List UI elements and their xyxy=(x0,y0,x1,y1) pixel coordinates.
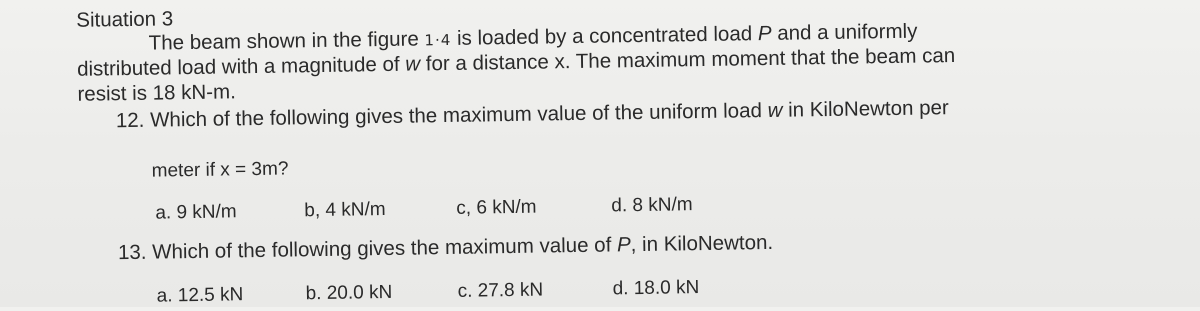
question-13-variable: P xyxy=(616,233,631,257)
variable-w: w xyxy=(405,52,421,76)
question-13-text: 13. Which of the following gives the maximum value of xyxy=(117,233,612,265)
question-13-choices xyxy=(5,268,1200,307)
question-12-variable: w xyxy=(767,98,783,122)
paragraph-text-1b: is loaded by a concentrated load xyxy=(456,22,753,50)
variable-P: P xyxy=(757,21,772,46)
question-12-text: 12. Which of the following gives the maximum value of the uniform load xyxy=(115,99,763,133)
question-12-text-end: in KiloNewton per xyxy=(787,96,949,122)
question-12-choice-a: a. 9 kN/m xyxy=(155,201,237,224)
paragraph-text-1c: and a uniformly xyxy=(777,19,918,45)
question-12-line-2: meter if x = 3m? xyxy=(151,158,289,182)
question-12-choice-c: c, 6 kN/m xyxy=(456,196,537,219)
question-13-choice-c: c. 27.8 kN xyxy=(457,279,544,302)
figure-reference: 1·4 xyxy=(424,30,452,50)
paragraph-text-2a: distributed load with a magnitude of xyxy=(76,52,400,81)
question-13-line-1 xyxy=(118,231,773,265)
question-12-line-1 xyxy=(116,96,949,133)
paragraph-text-2b: for a distance x. The maximum moment that the beam can xyxy=(425,44,956,76)
question-13-choice-a: a. 12.5 kN xyxy=(156,284,244,307)
question-12-choices xyxy=(3,185,1200,224)
situation-title: Situation 3 xyxy=(76,7,174,32)
question-12-choice-d: d. 8 kN/m xyxy=(611,194,693,217)
question-13-text-end: , in KiloNewton. xyxy=(630,230,774,257)
paragraph-line-3: resist is 18 kN-m. xyxy=(77,80,236,106)
question-13-choice-d: d. 18.0 kN xyxy=(612,277,700,300)
question-13-choice-b: b. 20.0 kN xyxy=(305,281,393,305)
paragraph-text-1a: The beam shown in the figure xyxy=(148,27,419,55)
question-12-choice-b: b, 4 kN/m xyxy=(304,198,386,222)
